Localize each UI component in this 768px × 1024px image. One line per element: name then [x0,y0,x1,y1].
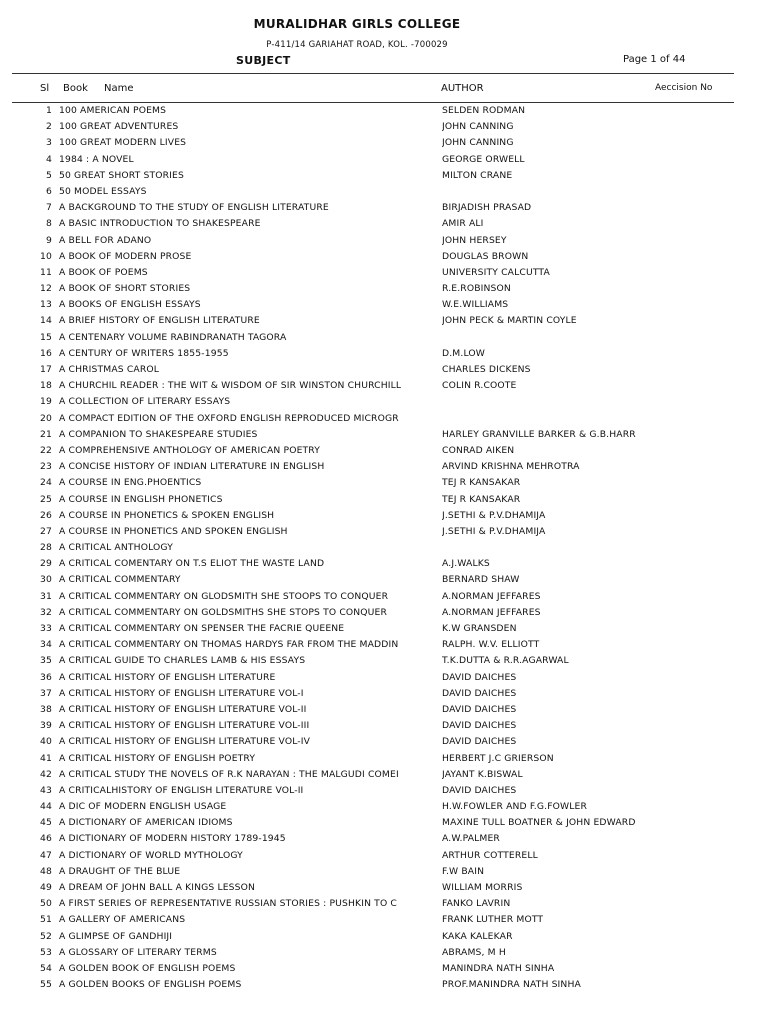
row-serial-number: 34 [40,639,52,651]
row-serial-number: 50 [40,898,52,910]
table-row [0,622,768,638]
row-author: JAYANT K.BISWAL [442,768,523,780]
column-header-sl: Sl [40,83,50,94]
row-book-name: A CHURCHIL READER : THE WIT & WISDOM OF SIR WINSTON CHURCHILL [59,380,402,392]
table-row [0,816,768,832]
row-author: COLIN R.COOTE [442,380,517,392]
row-author: PROF.MANINDRA NATH SINHA [442,979,581,991]
row-author: ARTHUR COTTERELL [442,849,538,861]
row-serial-number: 41 [40,752,52,764]
row-serial-number: 9 [46,234,52,246]
table-row [0,169,768,185]
row-serial-number: 8 [46,218,52,230]
row-serial-number: 4 [46,153,52,165]
row-book-name: A CRITICAL HISTORY OF ENGLISH LITERATURE VOL-III [59,720,310,732]
row-serial-number: 46 [40,833,52,845]
table-row [0,234,768,250]
table-row [0,347,768,363]
row-serial-number: 47 [40,849,52,861]
row-book-name: A BOOK OF SHORT STORIES [59,283,191,295]
row-book-name: A CONCISE HISTORY OF INDIAN LITERATURE IN ENGLISH [59,461,325,473]
row-book-name: A DICTIONARY OF WORLD MYTHOLOGY [59,849,243,861]
table-row [0,800,768,816]
row-book-name: 50 MODEL ESSAYS [59,185,147,197]
row-book-name: A CRITICALHISTORY OF ENGLISH LITERATURE VOL-II [59,784,304,796]
row-serial-number: 33 [40,623,52,634]
row-author: A.W.PALMER [442,833,500,845]
college-address: P-411/14 GARIAHAT ROAD, KOL. -700029 [266,40,448,50]
row-book-name: A CRITICAL HISTORY OF ENGLISH LITERATURE VOL-IV [59,736,311,748]
table-row [0,282,768,298]
row-serial-number: 17 [40,364,52,375]
table-row [0,687,768,703]
row-author: JOHN PECK & MARTIN COYLE [442,315,577,327]
row-serial-number: 49 [40,882,52,893]
row-serial-number: 44 [40,801,52,813]
row-author: DOUGLAS BROWN [442,250,529,262]
table-row [0,444,768,460]
row-serial-number: 37 [40,687,52,699]
row-author: JOHN CANNING [442,121,514,133]
row-serial-number: 25 [40,493,52,505]
table-row [0,460,768,476]
table-row [0,784,768,800]
table-row [0,476,768,492]
table-row [0,217,768,233]
row-author: KAKA KALEKAR [442,930,513,942]
row-serial-number: 5 [46,169,52,181]
table-row [0,395,768,411]
row-book-name: A CRITICAL STUDY THE NOVELS OF R.K NARAYAN : THE MALGUDI COMEI [59,768,399,780]
table-row [0,201,768,217]
table-row [0,671,768,687]
table-row [0,654,768,670]
row-author: DAVID DAICHES [442,687,517,699]
row-author: F.W BAIN [442,865,485,877]
book-list [0,104,768,994]
table-row [0,104,768,120]
table-row [0,136,768,152]
row-book-name: A GALLERY OF AMERICANS [59,914,186,926]
row-serial-number: 6 [46,185,52,197]
row-author: J.SETHI & P.V.DHAMIJA [442,525,546,537]
row-serial-number: 11 [40,266,52,278]
row-book-name: 100 GREAT ADVENTURES [59,121,179,133]
row-author: BERNARD SHAW [442,574,520,586]
table-row [0,509,768,525]
table-row [0,379,768,395]
row-author: CONRAD AIKEN [442,444,515,456]
row-author: TEJ R KANSAKAR [442,493,521,505]
row-serial-number: 53 [40,946,52,958]
table-row [0,412,768,428]
row-author: FANKO LAVRIN [442,898,511,910]
table-row [0,735,768,751]
row-author: HERBERT J.C GRIERSON [442,752,554,764]
row-book-name: A BACKGROUND TO THE STUDY OF ENGLISH LITERATURE [59,202,329,214]
row-serial-number: 20 [40,412,52,424]
row-serial-number: 21 [40,428,52,440]
row-author: HARLEY GRANVILLE BARKER & G.B.HARR [442,428,636,440]
table-row [0,930,768,946]
row-author: H.W.FOWLER AND F.G.FOWLER [442,801,588,813]
table-row [0,913,768,929]
row-serial-number: 16 [40,347,52,359]
row-book-name: A DICTIONARY OF MODERN HISTORY 1789-1945 [59,833,286,845]
row-author: AMIR ALI [442,218,484,230]
row-serial-number: 40 [40,736,52,748]
column-header-author: AUTHOR [441,83,484,94]
row-author: DAVID DAICHES [442,784,517,796]
row-book-name: A DICTIONARY OF AMERICAN IDIOMS [59,817,233,829]
table-row [0,946,768,962]
row-serial-number: 14 [40,315,52,327]
row-book-name: 100 AMERICAN POEMS [59,105,167,116]
row-serial-number: 55 [40,979,52,991]
subject-heading: SUBJECT [236,54,291,67]
row-book-name: A FIRST SERIES OF REPRESENTATIVE RUSSIAN STORIES : PUSHKIN TO C [59,898,397,910]
row-book-name: A GLOSSARY OF LITERARY TERMS [59,946,217,958]
row-book-name: A BELL FOR ADANO [59,234,152,246]
table-row [0,250,768,266]
row-serial-number: 45 [40,817,52,829]
row-book-name: A BOOK OF POEMS [59,266,148,278]
row-author: BIRJADISH PRASAD [442,202,532,214]
table-row [0,573,768,589]
row-author: CHARLES DICKENS [442,364,531,375]
row-serial-number: 19 [40,396,52,408]
table-row [0,638,768,654]
row-author: W.E.WILLIAMS [442,299,509,311]
row-book-name: A GOLDEN BOOK OF ENGLISH POEMS [59,962,236,974]
row-book-name: A COURSE IN PHONETICS & SPOKEN ENGLISH [59,509,275,521]
row-book-name: A BASIC INTRODUCTION TO SHAKESPEARE [59,218,261,230]
row-book-name: A CRITICAL COMMENTARY ON THOMAS HARDYS FAR FROM THE MADDIN [59,639,399,651]
row-author: K.W GRANSDEN [442,623,517,634]
row-book-name: 1984 : A NOVEL [59,153,134,165]
row-author: DAVID DAICHES [442,736,517,748]
row-book-name: A CRITICAL COMMENTARY ON SPENSER THE FACRIE QUEENE [59,623,345,634]
row-author: A.J.WALKS [442,558,490,570]
table-row [0,557,768,573]
row-book-name: A CRITICAL HISTORY OF ENGLISH LITERATURE VOL-II [59,703,307,715]
row-book-name: A CRITICAL HISTORY OF ENGLISH POETRY [59,752,256,764]
table-row [0,493,768,509]
table-row [0,298,768,314]
row-serial-number: 32 [40,606,52,618]
row-author: J.SETHI & P.V.DHAMIJA [442,509,546,521]
row-serial-number: 10 [40,250,52,262]
table-row [0,703,768,719]
row-serial-number: 28 [40,542,52,554]
row-book-name: A CRITICAL COMMENTARY ON GLODSMITH SHE STOOPS TO CONQUER [59,590,389,602]
row-author: FRANK LUTHER MOTT [442,914,544,926]
row-author: DAVID DAICHES [442,703,517,715]
row-book-name: A DREAM OF JOHN BALL A KINGS LESSON [59,882,256,893]
row-book-name: A CRITICAL COMMENTARY [59,574,181,586]
table-row [0,428,768,444]
row-serial-number: 26 [40,509,52,521]
row-serial-number: 22 [40,444,52,456]
row-book-name: A COURSE IN ENGLISH PHONETICS [59,493,223,505]
row-author: MANINDRA NATH SINHA [442,962,555,974]
row-book-name: A GOLDEN BOOKS OF ENGLISH POEMS [59,979,242,991]
table-row [0,752,768,768]
table-row [0,865,768,881]
row-author: JOHN CANNING [442,137,514,149]
row-book-name: A COMPREHENSIVE ANTHOLOGY OF AMERICAN POETRY [59,444,321,456]
row-author: WILLIAM MORRIS [442,882,523,893]
row-serial-number: 1 [46,105,52,116]
row-serial-number: 30 [40,574,52,586]
row-book-name: A CENTURY OF WRITERS 1855-1955 [59,347,229,359]
row-serial-number: 7 [46,202,52,214]
row-book-name: A CRITICAL COMMENTARY ON GOLDSMITHS SHE STOPS TO CONQUER [59,606,388,618]
row-book-name: A BOOK OF MODERN PROSE [59,250,192,262]
row-serial-number: 51 [40,914,52,926]
table-row [0,363,768,379]
page-number: Page 1 of 44 [623,54,686,65]
table-row [0,962,768,978]
row-book-name: A CENTENARY VOLUME RABINDRANATH TAGORA [59,331,287,343]
column-header-book: Book [63,83,88,94]
row-author: JOHN HERSEY [442,234,507,246]
row-book-name: A BOOKS OF ENGLISH ESSAYS [59,299,201,311]
row-book-name: A DIC OF MODERN ENGLISH USAGE [59,801,227,813]
row-author: TEJ R KANSAKAR [442,477,521,489]
row-author: A.NORMAN JEFFARES [442,590,541,602]
row-serial-number: 42 [40,768,52,780]
row-serial-number: 24 [40,477,52,489]
row-serial-number: 54 [40,962,52,974]
row-serial-number: 3 [46,137,52,149]
table-row [0,897,768,913]
row-author: A.NORMAN JEFFARES [442,606,541,618]
column-header-name: Name [104,83,134,94]
row-author: RALPH. W.V. ELLIOTT [442,639,540,651]
row-book-name: A COMPACT EDITION OF THE OXFORD ENGLISH REPRODUCED MICROGR [59,412,399,424]
row-author: MAXINE TULL BOATNER & JOHN EDWARD [442,817,636,829]
row-author: SELDEN RODMAN [442,105,526,116]
table-row [0,881,768,897]
row-author: T.K.DUTTA & R.R.AGARWAL [442,655,569,667]
row-serial-number: 29 [40,558,52,570]
table-row [0,266,768,282]
row-author: MILTON CRANE [442,169,513,181]
row-author: R.E.ROBINSON [442,283,511,295]
row-author: DAVID DAICHES [442,671,517,683]
row-book-name: A CRITICAL GUIDE TO CHARLES LAMB & HIS ESSAYS [59,655,306,667]
row-author: ABRAMS, M H [442,946,506,958]
table-row [0,606,768,622]
row-serial-number: 38 [40,703,52,715]
table-row [0,331,768,347]
row-book-name: A GLIMPSE OF GANDHIJI [59,930,173,942]
row-serial-number: 39 [40,720,52,732]
row-author: UNIVERSITY CALCUTTA [442,266,550,278]
row-book-name: A CRITICAL HISTORY OF ENGLISH LITERATURE [59,671,276,683]
row-book-name: 50 GREAT SHORT STORIES [59,169,184,181]
row-serial-number: 31 [40,590,52,602]
row-book-name: A CHRISTMAS CAROL [59,364,160,375]
row-serial-number: 15 [40,331,52,343]
row-author: DAVID DAICHES [442,720,517,732]
table-row [0,185,768,201]
row-serial-number: 23 [40,461,52,473]
row-serial-number: 43 [40,784,52,796]
row-book-name: A BRIEF HISTORY OF ENGLISH LITERATURE [59,315,260,327]
table-row [0,719,768,735]
row-serial-number: 13 [40,299,52,311]
row-serial-number: 27 [40,525,52,537]
row-book-name: A CRITICAL ANTHOLOGY [59,542,173,554]
column-header-accession: Aeccision No [655,83,713,93]
table-row [0,768,768,784]
table-row [0,541,768,557]
row-serial-number: 36 [40,671,52,683]
row-serial-number: 52 [40,930,52,942]
row-serial-number: 35 [40,655,52,667]
row-serial-number: 12 [40,283,52,295]
table-row [0,832,768,848]
row-book-name: A DRAUGHT OF THE BLUE [59,865,181,877]
row-author: ARVIND KRISHNA MEHROTRA [442,461,580,473]
header-top-rule [12,73,734,74]
row-book-name: 100 GREAT MODERN LIVES [59,137,187,149]
table-row [0,120,768,136]
table-row [0,525,768,541]
row-serial-number: 18 [40,380,52,392]
row-book-name: A COMPANION TO SHAKESPEARE STUDIES [59,428,258,440]
row-book-name: A COLLECTION OF LITERARY ESSAYS [59,396,231,408]
row-book-name: A COURSE IN PHONETICS AND SPOKEN ENGLISH [59,525,288,537]
table-row [0,849,768,865]
table-row [0,978,768,994]
row-book-name: A COURSE IN ENG.PHOENTICS [59,477,202,489]
row-author: GEORGE ORWELL [442,153,525,165]
table-row [0,153,768,169]
table-row [0,314,768,330]
table-row [0,590,768,606]
row-serial-number: 48 [40,865,52,877]
header-bottom-rule [12,102,734,103]
row-author: D.M.LOW [442,347,485,359]
row-book-name: A CRITICAL HISTORY OF ENGLISH LITERATURE VOL-I [59,687,304,699]
row-book-name: A CRITICAL COMENTARY ON T.S ELIOT THE WASTE LAND [59,558,325,570]
college-name: MURALIDHAR GIRLS COLLEGE [253,17,461,31]
row-serial-number: 2 [46,121,52,133]
